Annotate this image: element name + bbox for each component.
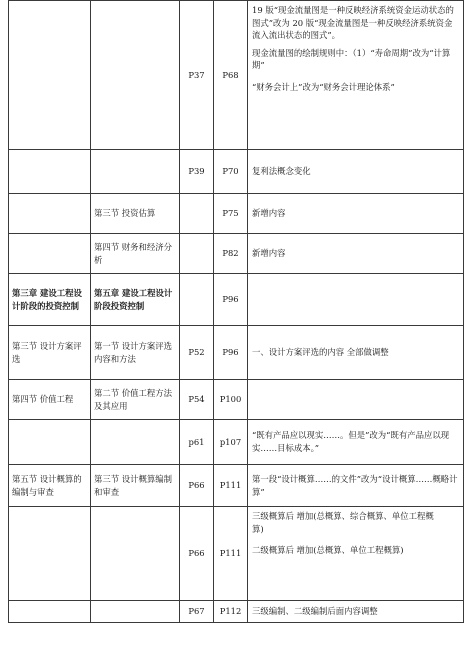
old-chapter-cell: [9, 234, 91, 274]
change-description-cell: [248, 1, 464, 150]
change-text: 算): [252, 523, 264, 534]
change-text: 二级概算后 增加(总概算、单位工程概算): [252, 545, 404, 556]
old-page-cell: [180, 234, 214, 274]
new-page-cell: P75: [214, 194, 248, 234]
new-page-cell: P112: [214, 601, 248, 623]
old-page-cell: P66: [180, 465, 214, 507]
change-text: 第一段“设计概算……的文件”改为“设计概算……概略计算”: [252, 473, 458, 497]
new-chapter-cell: [91, 601, 180, 623]
old-chapter-cell: [9, 420, 91, 465]
change-text: 19 版“现金流量图是一种反映经济系统资金运动状态的图式”改为 20 版“现金流量图是一种反映经济系统资金流入流出状态的图式”。: [252, 5, 454, 41]
new-page-cell: P68: [214, 1, 248, 150]
old-page-cell: [180, 194, 214, 234]
old-chapter-cell: [9, 507, 91, 601]
new-page-cell: P111: [214, 465, 248, 507]
table-row: [9, 465, 464, 507]
change-text: 三级概算后 增加(总概算、综合概算、单位工程概: [252, 511, 434, 521]
table-row: [9, 601, 464, 623]
old-chapter-cell: 第三章 建设工程设计阶段的投资控制: [9, 274, 91, 326]
new-chapter-cell: [91, 150, 180, 194]
change-text: “财务会计上”改为“财务会计理论体系”: [252, 82, 395, 93]
table-row: [9, 507, 464, 601]
old-chapter-cell: [9, 194, 91, 234]
new-chapter-cell: 第二节 价值工程方法及其应用: [91, 380, 180, 420]
old-page-cell: P39: [180, 150, 214, 194]
old-chapter-cell: 第四节 价值工程: [9, 380, 91, 420]
table-row: [9, 420, 464, 465]
new-page-cell: P111: [214, 507, 248, 601]
old-chapter-cell: [9, 1, 91, 150]
table-row: [9, 1, 464, 150]
change-text: 复利法概念变化: [252, 166, 311, 177]
change-description-cell: [248, 507, 464, 601]
old-chapter-cell: [9, 601, 91, 623]
old-page-cell: P67: [180, 601, 214, 623]
old-chapter-cell: [9, 150, 91, 194]
table-row: [9, 150, 464, 194]
change-description-cell: [248, 420, 464, 465]
change-text: 新增内容: [252, 248, 286, 259]
old-page-cell: P52: [180, 326, 214, 380]
new-chapter-cell: [91, 1, 180, 150]
old-chapter-cell: 第五节 设计概算的编制与审查: [9, 465, 91, 507]
table-row: [9, 326, 464, 380]
table-row: [9, 194, 464, 234]
table-row: [9, 234, 464, 274]
change-description-cell: [248, 465, 464, 507]
change-description-cell: [248, 601, 464, 623]
change-description-cell: [248, 274, 464, 326]
table-row: [9, 274, 464, 326]
old-page-cell: [180, 274, 214, 326]
change-text: 现金流量图的绘制规则中：（1）“寿命周期”改为“计算期”: [252, 47, 451, 71]
new-page-cell: P96: [214, 274, 248, 326]
new-page-cell: P96: [214, 326, 248, 380]
old-page-cell: P37: [180, 1, 214, 150]
document-page: [8, 0, 463, 646]
new-page-cell: P82: [214, 234, 248, 274]
change-description-cell: [248, 234, 464, 274]
new-chapter-cell: [91, 507, 180, 601]
old-page-cell: p61: [180, 420, 214, 465]
old-page-cell: P54: [180, 380, 214, 420]
new-chapter-cell: 第一节 设计方案评选内容和方法: [91, 326, 180, 380]
new-page-cell: p107: [214, 420, 248, 465]
new-chapter-cell: 第三节 设计概算编制和审查: [91, 465, 180, 507]
new-chapter-cell: 第三节 投资估算: [91, 194, 180, 234]
table-row: [9, 380, 464, 420]
change-text: 三级编制、二级编制后面内容调整: [252, 606, 378, 617]
old-chapter-cell: 第三节 设计方案评选: [9, 326, 91, 380]
old-page-cell: P66: [180, 507, 214, 601]
new-page-cell: P100: [214, 380, 248, 420]
change-text: 一、设计方案评选的内容 全部做调整: [252, 347, 389, 358]
new-chapter-cell: 第四节 财务和经济分析: [91, 234, 180, 274]
change-description-cell: [248, 380, 464, 420]
new-page-cell: P70: [214, 150, 248, 194]
new-chapter-cell: 第五章 建设工程设计阶段投资控制: [91, 274, 180, 326]
change-text: “既有产品应以现实……。但是”改为“既有产品应以现实……目标成本。”: [252, 430, 450, 453]
new-chapter-cell: [91, 420, 180, 465]
revision-table: [8, 0, 464, 623]
change-description-cell: [248, 194, 464, 234]
change-description-cell: [248, 326, 464, 380]
change-text: 新增内容: [252, 208, 286, 219]
change-description-cell: [248, 150, 464, 194]
